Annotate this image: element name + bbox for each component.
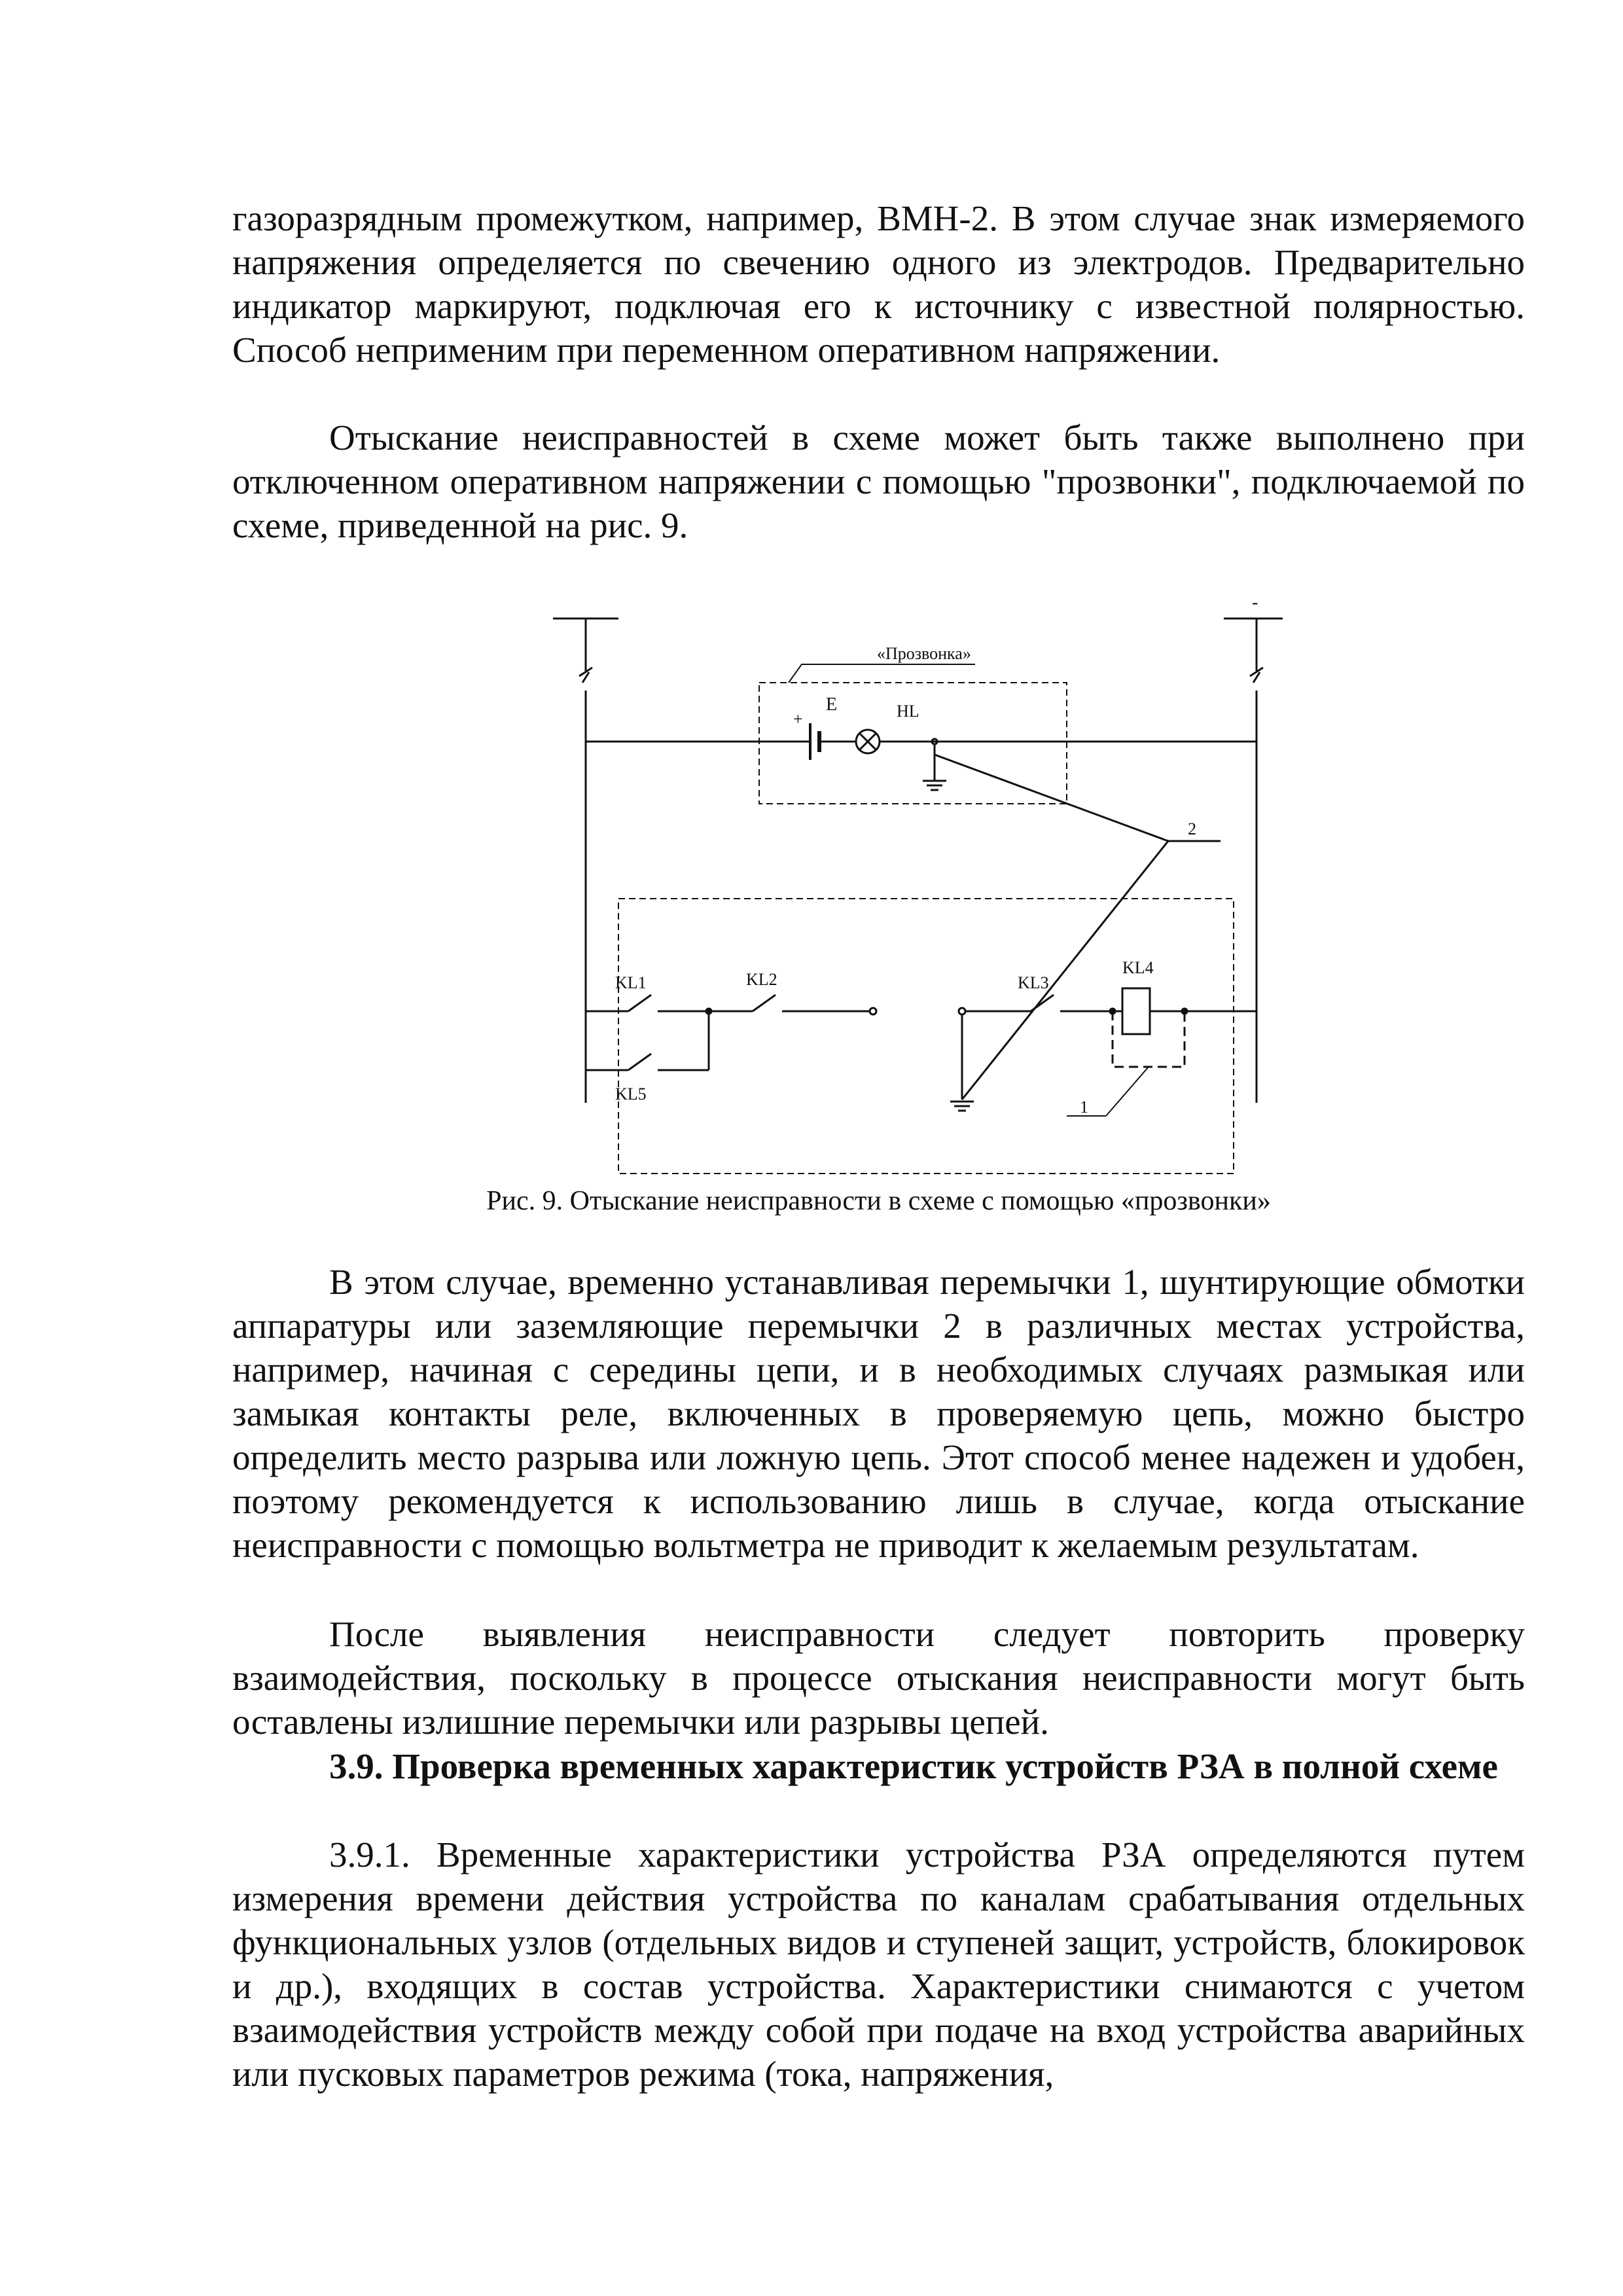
kl4-coil (1122, 988, 1150, 1034)
kl2-contact (753, 995, 776, 1011)
label-kl4: KL4 (1122, 958, 1154, 977)
paragraph-2: Отыскание неисправностей в схеме может быть также выполнено при отключенном оперативном напряжении с помощью "прозвонки", подключаемой по схеме, приведенной на рис. 9. (232, 418, 1525, 545)
section-heading: 3.9. Проверка временных характеристик устройств РЗА в полной схеме (329, 1746, 1498, 1786)
kl5-contact (628, 1054, 651, 1070)
paragraph-1: газоразрядным промежутком, например, ВМН-2. В этом случае знак измеряемого напряжения определяется по свечению одного из электродов. Предварительно индикатор маркируют, подключая его к источнику с известной полярностью. Способ неприменим при переменном оперативном напряжении. (232, 198, 1525, 370)
kl1-contact (628, 995, 651, 1011)
label-jumper-2: 2 (1188, 819, 1196, 838)
figure-caption: Рис. 9. Отыскание неисправности в схеме с помощью «прозвонки» (486, 1186, 1271, 1216)
jumper-2-upper (935, 755, 1168, 841)
kl3-contact (1031, 995, 1054, 1011)
paragraph-4: После выявления неисправности следует повторить проверку взаимодействия, поскольку в процессе отыскания неисправности могут быть оставлены излишние перемычки или разрывы цепей. (232, 1614, 1525, 1742)
device-box (618, 899, 1234, 1174)
label-kl2: KL2 (746, 970, 777, 989)
label-lamp: HL (897, 702, 919, 721)
label-kl1: KL1 (615, 973, 647, 992)
label-minus: - (1252, 599, 1258, 613)
label-kl3: KL3 (1018, 973, 1049, 992)
label-box-title: «Прозвонка» (877, 644, 971, 663)
label-plus: + (793, 709, 803, 728)
figure-9-schematic (543, 599, 1283, 1188)
paragraph-3: В этом случае, временно устанавливая перемычки 1, шунтирующие обмотки аппаратуры или заземляющие перемычки 2 в различных местах устройства, например, начиная с середины цепи, и в необходимых случаях размыкая или замыкая контакты реле, включенных в проверяемую цепь, можно быстро определить место разрыва или ложную цепь. Этот способ менее надежен и удобен, поэтому рекомендуется к использованию лишь в случае, когда отыскание неисправности с помощью вольтметра не приводит к желаемым результатам. (232, 1262, 1525, 1565)
label-jumper-1: 1 (1080, 1098, 1088, 1117)
label-battery: E (826, 694, 838, 715)
label-kl5: KL5 (615, 1085, 647, 1103)
paragraph-5: 3.9.1. Временные характеристики устройства РЗА определяются путем измерения времени действия устройства по каналам срабатывания отдельных функциональных узлов (отдельных видов и ступеней защит, устройств, блокировок и др.), входящих в состав устройства. Характеристики снимаются с учетом взаимодействия устройств между собой при подаче на вход устройства аварийных или пусковых параметров режима (тока, напряжения, (232, 1835, 1525, 2094)
